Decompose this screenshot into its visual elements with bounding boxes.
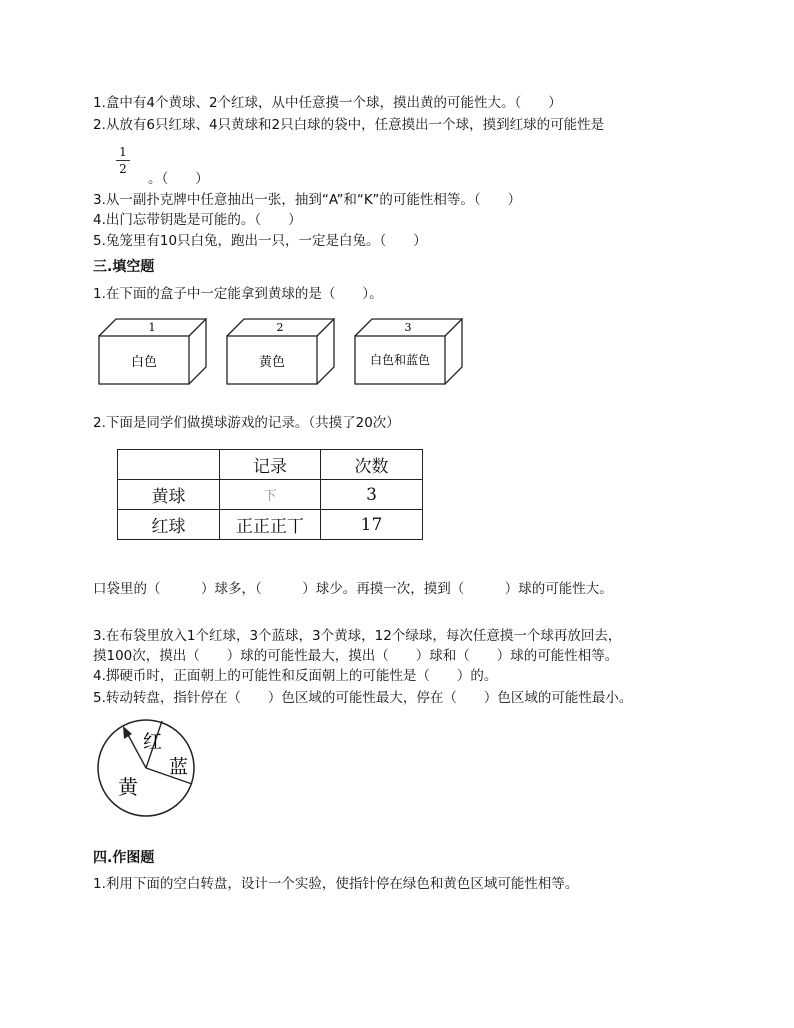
fraction-one-half — [116, 145, 130, 176]
spinner-label-yellow: 黄 — [118, 775, 138, 799]
fraction-numerator: 1 — [119, 145, 127, 159]
record-table — [117, 449, 423, 540]
box-1-number: 1 — [148, 321, 156, 334]
boxes-figure — [96, 314, 468, 388]
fill-question-5: 5.转动转盘，指针停在（ ）色区域的可能性最大，停在（ ）色区域的可能性最小。 — [93, 690, 633, 706]
table-cell-red-count: 17 — [321, 510, 423, 540]
box-2-label: 黄色 — [258, 355, 286, 370]
table-header-empty — [118, 450, 220, 480]
table-cell-red: 红球 — [118, 510, 220, 540]
tf-question-2: 2.从放有6只红球、4只黄球和2只白球的袋中，任意摸出一个球，摸到红球的可能性是 — [93, 117, 605, 133]
tf-question-5: 5.兔笼里有10只白兔，跑出一只，一定是白兔。（ ） — [93, 233, 427, 249]
tf-question-4: 4.出门忘带钥匙是可能的。（ ） — [93, 212, 302, 228]
box-3-number: 3 — [404, 321, 412, 334]
tf-question-3: 3.从一副扑克牌中任意抽出一张，抽到“A”和“K”的可能性相等。（ ） — [93, 192, 522, 208]
spinner-label-red: 红 — [143, 731, 163, 753]
table-row — [118, 510, 423, 540]
fraction-denominator: 2 — [119, 162, 127, 176]
spinner-pointer-arrowhead — [123, 726, 132, 739]
table-cell-yellow: 黄球 — [118, 480, 220, 510]
table-cell-yellow-tally: 下 — [220, 480, 321, 510]
table-row — [118, 450, 423, 480]
table-header-record: 记录 — [220, 450, 321, 480]
box-3-label: 白色和蓝色 — [369, 353, 431, 367]
section-4-title: 四.作图题 — [93, 850, 155, 866]
fill-question-3-line-2: 摸100次，摸出（ ）球的可能性最大，摸出（ ）球和（ ）球的可能性相等。 — [93, 648, 619, 664]
spinner-label-blue: 蓝 — [169, 756, 189, 778]
draw-question-1: 1.利用下面的空白转盘，设计一个实验，使指针停在绿色和黄色区域可能性相等。 — [93, 876, 579, 892]
box-1-label: 白色 — [130, 355, 158, 370]
section-3-title: 三.填空题 — [93, 259, 155, 275]
fill-question-4: 4.掷硬币时，正面朝上的可能性和反面朝上的可能性是（ ）的。 — [93, 668, 498, 684]
table-row — [118, 480, 423, 510]
spinner-figure — [96, 718, 200, 822]
fill-question-1: 1.在下面的盒子中一定能拿到黄球的是（ ）。 — [93, 286, 383, 302]
fill-question-2-blanks: 口袋里的（ ）球多，（ ）球少。再摸一次，摸到（ ）球的可能性大。 — [93, 581, 613, 597]
fill-question-3-line-1: 3.在布袋里放入1个红球，3个蓝球，3个黄球，12个绿球，每次任意摸一个球再放回去， — [93, 628, 622, 644]
table-cell-yellow-count: 3 — [321, 480, 423, 510]
table-header-count: 次数 — [321, 450, 423, 480]
fill-question-2: 2.下面是同学们做摸球游戏的记录。（共摸了20次） — [93, 415, 400, 431]
table-cell-red-tally: 正正正丅 — [220, 510, 321, 540]
box-2-number: 2 — [276, 321, 284, 334]
tf-question-2-end: 。（ ） — [148, 171, 209, 187]
tf-question-1: 1.盒中有4个黄球、2个红球，从中任意摸一个球，摸出黄的可能性大。（ ） — [93, 95, 562, 111]
